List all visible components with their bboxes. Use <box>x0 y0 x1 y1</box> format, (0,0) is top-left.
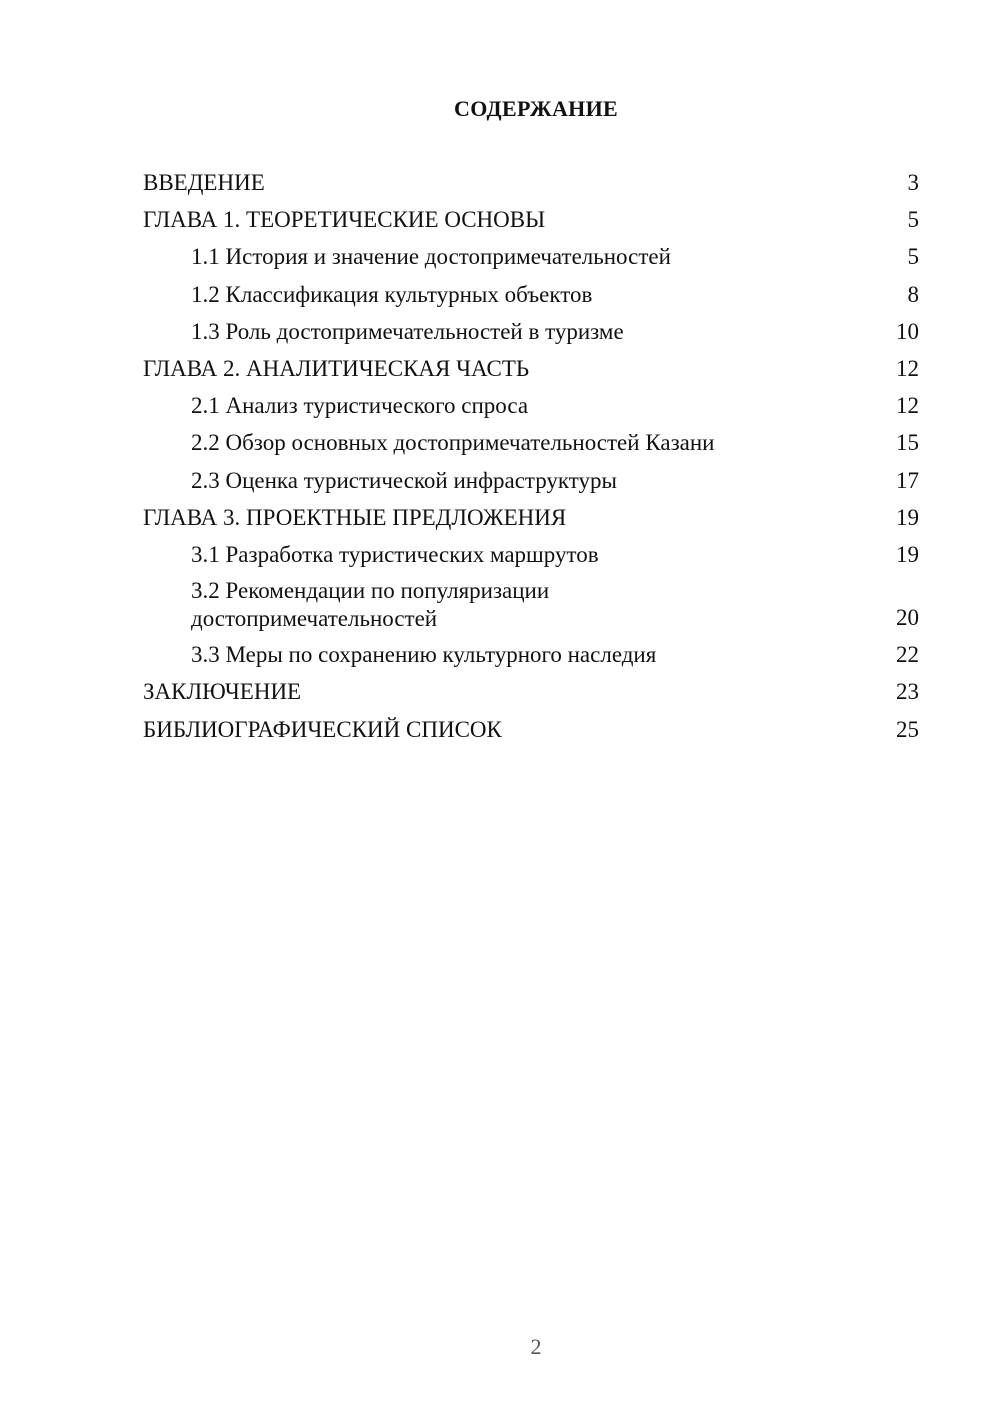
toc-entry-label: ВВЕДЕНИЕ <box>143 170 265 195</box>
toc-entry-label: 1.2 Классификация культурных объектов <box>191 281 593 307</box>
toc-entry-page: 12 <box>896 393 919 419</box>
toc-entry-section-1-2 <box>143 280 919 310</box>
toc-entry-page: 5 <box>907 207 919 233</box>
table-of-contents <box>143 168 919 752</box>
toc-entry-label: 3.2 Рекомендации по популяризации достопримечательностей <box>191 578 550 632</box>
toc-entry-label: ЗАКЛЮЧЕНИЕ <box>143 679 302 705</box>
toc-entry-page: 3 <box>907 170 919 195</box>
toc-entry-bibliography <box>143 715 919 745</box>
toc-entry-page: 8 <box>907 281 919 307</box>
toc-entry-section-2-3 <box>143 466 919 496</box>
toc-entry-page: 5 <box>907 244 919 270</box>
toc-entry-label: 2.3 Оценка туристической инфраструктуры <box>191 467 618 493</box>
toc-entry-label: 2.1 Анализ туристического спроса <box>191 393 529 419</box>
toc-entry-label: 1.1 История и значение достопримечательностей <box>191 244 671 270</box>
toc-entry-introduction <box>143 168 919 198</box>
toc-entry-page: 23 <box>896 679 919 705</box>
page-title: СОДЕРЖАНИЕ <box>454 96 618 121</box>
toc-entry-label: 3.3 Меры по сохранению культурного наследия <box>191 642 657 668</box>
toc-entry-section-3-1 <box>143 540 919 570</box>
toc-entry-label: 1.3 Роль достопримечательностей в туризме <box>191 318 624 344</box>
toc-entry-page: 22 <box>896 642 919 668</box>
toc-entry-label: ГЛАВА 3. ПРОЕКТНЫЕ ПРЕДЛОЖЕНИЯ <box>143 504 567 530</box>
toc-entry-conclusion <box>143 677 919 707</box>
toc-entry-page: 17 <box>896 467 919 493</box>
toc-entry-section-2-2 <box>143 428 919 458</box>
toc-entry-label: 2.2 Обзор основных достопримечательностей Казани <box>191 430 715 456</box>
toc-entry-chapter-2 <box>143 354 919 384</box>
toc-entry-section-3-3 <box>143 640 919 670</box>
toc-entry-label: 3.1 Разработка туристических маршрутов <box>191 541 599 567</box>
toc-entry-page: 10 <box>896 318 919 344</box>
toc-entry-label: ГЛАВА 2. АНАЛИТИЧЕСКАЯ ЧАСТЬ <box>143 355 530 381</box>
toc-entry-page: 15 <box>896 430 919 456</box>
toc-entry-section-2-1 <box>143 391 919 421</box>
toc-entry-page: 19 <box>896 504 919 530</box>
toc-entry-page: 25 <box>896 716 919 742</box>
toc-entry-label: ГЛАВА 1. ТЕОРЕТИЧЕСКИЕ ОСНОВЫ <box>143 207 546 233</box>
toc-entry-chapter-1 <box>143 205 919 235</box>
toc-entry-section-1-1 <box>143 242 919 272</box>
toc-entry-section-1-3 <box>143 317 919 347</box>
toc-entry-page: 20 <box>896 605 919 631</box>
toc-entry-page: 12 <box>896 355 919 381</box>
toc-entry-section-3-2 <box>143 577 919 633</box>
toc-entry-chapter-3 <box>143 503 919 533</box>
page-number: 2 <box>530 1334 542 1359</box>
toc-entry-page: 19 <box>896 541 919 567</box>
toc-entry-label: БИБЛИОГРАФИЧЕСКИЙ СПИСОК <box>143 716 502 742</box>
